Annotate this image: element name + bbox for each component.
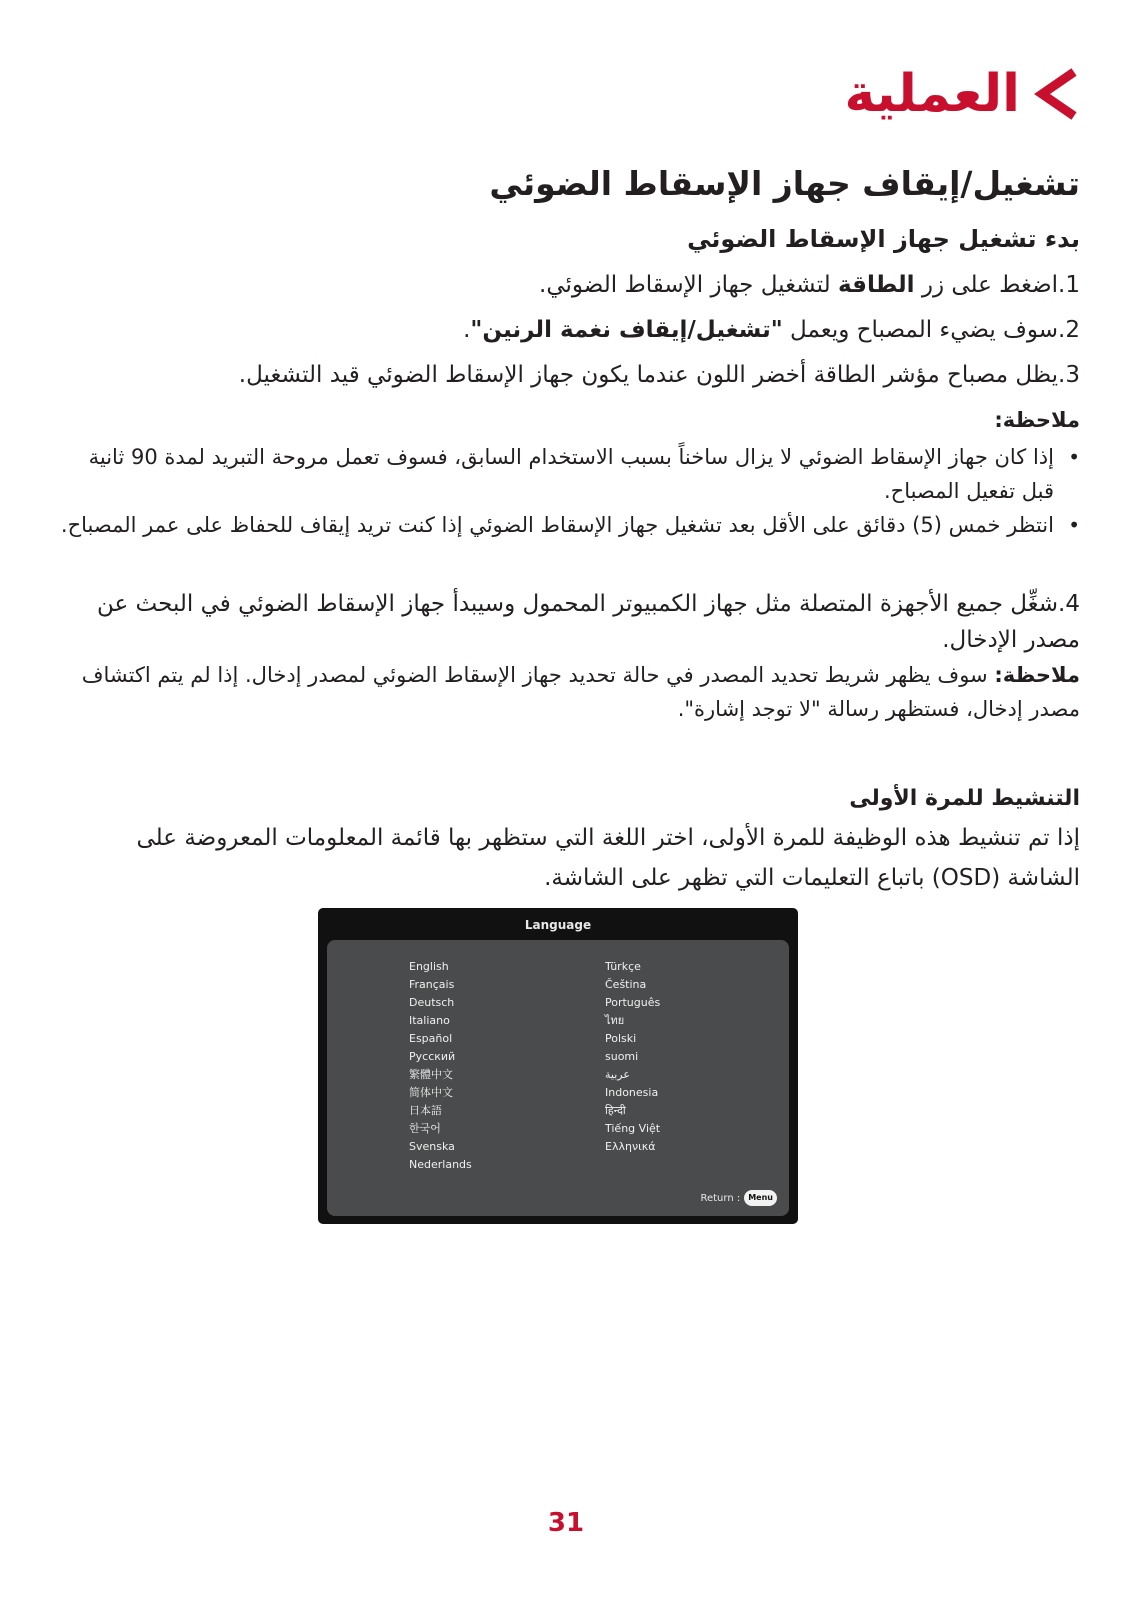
step-text: يظل مصباح مؤشر الطاقة أخضر اللون عندما يكون جهاز الإسقاط الضوئي قيد التشغيل. [238, 362, 1059, 388]
language-option: 한국어 [409, 1122, 441, 1135]
step-text-end: لتشغيل جهاز الإسقاط الضوئي. [539, 272, 838, 298]
note-bullet-1: • إذا كان جهاز الإسقاط الضوئي لا يزال ساخناً بسبب الاستخدام السابق، فسوف تعمل مروحة التبريد لمدة 90 ثانية قبل تفعيل المصباح. [60, 440, 1080, 508]
step-text: شغِّل جميع الأجهزة المتصلة مثل جهاز الكمبيوتر المحمول وسيبدأ جهاز الإسقاط الضوئي في البحث عن مصدر الإدخال. [97, 591, 1080, 653]
step-number: 2. [1058, 317, 1080, 343]
language-option: Italiano [409, 1014, 450, 1027]
language-option: English [409, 960, 449, 973]
language-list-right [605, 958, 660, 1156]
language-option: 日本語 [409, 1104, 442, 1117]
language-option: Français [409, 978, 455, 991]
language-option: Español [409, 1032, 453, 1045]
language-option: suomi [605, 1050, 639, 1063]
step-text: سوف يضيء المصباح ويعمل [782, 317, 1059, 343]
page-number: 31 [547, 1508, 585, 1538]
chapter-header [844, 64, 1080, 124]
language-option: Русский [409, 1050, 456, 1063]
language-option: 繁體中文 [409, 1068, 453, 1081]
note-bullet-2: • انتظر خمس (5) دقائق على الأقل بعد تشغيل جهاز الإسقاط الضوئي إذا كنت تريد إيقاف للحفاظ على عمر المصباح. [60, 508, 1080, 542]
menu-button-icon: Menu [744, 1190, 777, 1206]
activation-text: إذا تم تنشيط هذه الوظيفة للمرة الأولى، اختر اللغة التي ستظهر بها قائمة المعلومات المعروضة على الشاشة (OSD) باتباع التعليمات التي تظهر على الشاشة. [136, 825, 1080, 891]
language-option: Ελληνικά [605, 1140, 656, 1153]
chevron-left-icon [1034, 66, 1080, 122]
language-option: Deutsch [409, 996, 455, 1009]
step-number: 3. [1058, 362, 1080, 388]
language-option: Polski [605, 1032, 637, 1045]
note-text: سوف يظهر شريط تحديد المصدر في حالة تحديد جهاز الإسقاط الضوئي لمصدر إدخال. إذا لم يتم اكتشاف مصدر إدخال، فستظهر رسالة "لا توجد إشارة". [81, 663, 1080, 721]
osd-panel [327, 940, 789, 1216]
osd-title: Language [524, 918, 592, 932]
language-option: Tiếng Việt [605, 1122, 661, 1135]
chapter-title: العملية [844, 64, 1020, 124]
note-label: ملاحظة: [994, 663, 1080, 687]
step-4 [60, 586, 1080, 658]
osd-language-screenshot [318, 908, 798, 1224]
step-3 [60, 360, 1080, 390]
language-option: 简体中文 [409, 1086, 453, 1099]
language-option: Indonesia [605, 1086, 659, 1099]
step-text: اضغط على زر [914, 272, 1059, 298]
step-number: 1. [1058, 272, 1080, 298]
step-text-end: . [463, 317, 471, 343]
source-note [60, 658, 1080, 726]
language-option: Türkçe [605, 960, 641, 973]
language-option: Čeština [605, 978, 647, 991]
activation-heading: التنشيط للمرة الأولى [849, 786, 1080, 811]
section-title: تشغيل/إيقاف جهاز الإسقاط الضوئي [489, 164, 1080, 203]
note-heading: ملاحظة: [994, 408, 1080, 432]
language-option: Português [605, 996, 661, 1009]
step-2 [60, 315, 1080, 345]
section-subtitle: بدء تشغيل جهاز الإسقاط الضوئي [687, 225, 1080, 253]
language-option: عربية [605, 1068, 630, 1081]
step-bold: "تشغيل/إيقاف نغمة الرنين" [470, 317, 783, 343]
step-bold: الطاقة [837, 272, 915, 298]
return-label: Return : [700, 1192, 741, 1204]
language-list-left [409, 958, 472, 1174]
language-option: हिन्दी [605, 1104, 626, 1117]
step-number: 4. [1058, 591, 1080, 617]
language-option: Nederlands [409, 1158, 472, 1171]
step-1 [60, 270, 1080, 300]
language-option: Svenska [409, 1140, 455, 1153]
language-option: ไทย [605, 1014, 625, 1027]
osd-return-hint [700, 1190, 777, 1206]
